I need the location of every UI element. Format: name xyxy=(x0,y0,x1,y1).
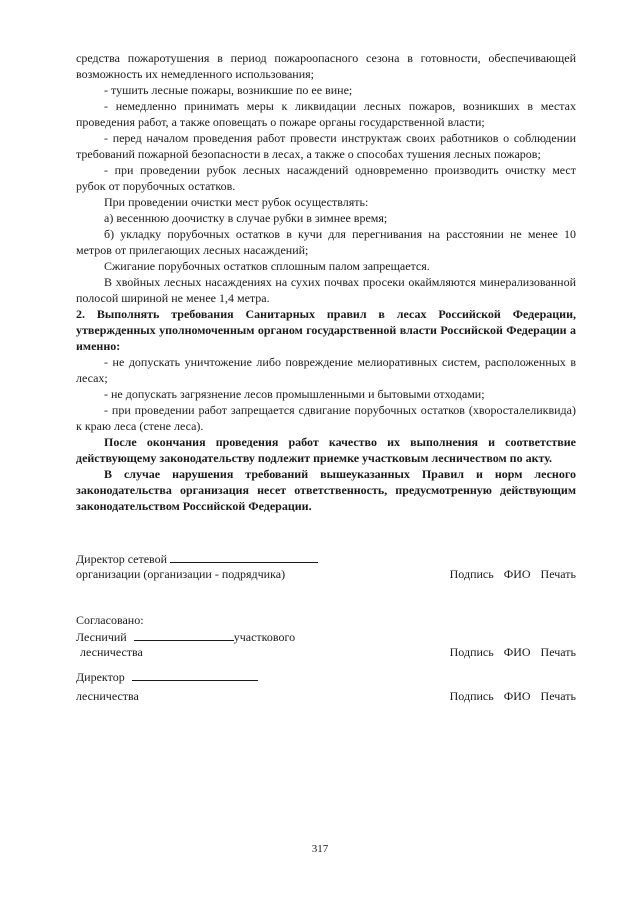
signature-row xyxy=(76,644,576,660)
forester-forestry-label: лесничества xyxy=(80,645,143,659)
signature-row xyxy=(76,612,576,628)
signature-row xyxy=(76,550,576,566)
paragraph-1: средства пожаротушения в период пожароопасного сезона в готовности, обеспечивающей возможность их немедленного использования; xyxy=(76,51,576,81)
name-field-label: ФИО xyxy=(503,567,531,581)
signature-fields xyxy=(440,644,576,660)
paragraph-11: 2. Выполнять требования Санитарных правил в лесах Российской Федерации, утвержденных уполномоченным органом государственной власти Российской Федерации а именно: xyxy=(76,307,576,353)
stamp-field-label: Печать xyxy=(540,645,576,659)
page-number: 317 xyxy=(311,843,329,855)
paragraph-3: - немедленно принимать меры к ликвидации лесных пожаров, возникших в местах проведения работ, а также оповещать о пожаре органы государственной власти; xyxy=(76,99,576,129)
signature-block-forestry-director xyxy=(76,668,576,704)
agreed-label: Согласовано: xyxy=(76,613,144,627)
paragraph-6: При проведении очистки мест рубок осуществлять: xyxy=(104,195,369,209)
paragraph-9: Сжигание порубочных остатков сплошным палом запрещается. xyxy=(104,259,430,273)
paragraph-12: - не допускать уничтожение либо повреждение мелиоративных систем, расположенных в лесах; xyxy=(76,355,576,385)
signature-field-label: Подпись xyxy=(449,645,494,659)
signature-field-label: Подпись xyxy=(449,689,494,703)
paragraph-7: а) весеннюю доочистку в случае рубки в зимнее время; xyxy=(104,211,388,225)
forester-label: Лесничий xyxy=(76,630,127,644)
director-forestry-org-label: лесничества xyxy=(76,689,139,703)
director-network-label: Директор сетевой xyxy=(76,552,168,566)
signature-row xyxy=(76,688,576,704)
signature-row xyxy=(76,628,576,644)
paragraph-15: После окончания проведения работ качество их выполнения и соответствие действующему законодательству подлежит приемке участковым лесничеством по акту. xyxy=(76,435,576,465)
stamp-field-label: Печать xyxy=(540,567,576,581)
paragraph-10: В хвойных лесных насаждениях на сухих почвах просеки окаймляются минерализованной полосой шириной не менее 1,4 метра. xyxy=(76,275,576,305)
name-field-label: ФИО xyxy=(503,645,531,659)
forester-suffix-label: участкового xyxy=(233,630,296,644)
signature-fields xyxy=(440,566,576,582)
director-network-org-label: организации (организации - подрядчика) xyxy=(76,567,286,581)
signature-blank-line xyxy=(132,668,258,681)
signature-row xyxy=(76,668,576,684)
signature-field-label: Подпись xyxy=(449,567,494,581)
signature-blank-line xyxy=(170,550,318,563)
name-field-label: ФИО xyxy=(503,689,531,703)
paragraph-14: - при проведении работ запрещается сдвигание порубочных остатков (хворосталеликвида) к краю леса (стене леса). xyxy=(76,403,576,433)
director-forestry-label: Директор xyxy=(76,670,125,684)
paragraph-16: В случае нарушения требований вышеуказанных Правил и норм лесного законодательства организация несет ответственность, предусмотренную действующим законодательством Российской Федерации. xyxy=(76,467,576,513)
signature-row xyxy=(76,566,576,582)
signature-block-forester xyxy=(76,612,576,660)
stamp-field-label: Печать xyxy=(540,689,576,703)
paragraph-8: б) укладку порубочных остатков в кучи для перегнивания на расстоянии не менее 10 метров от прилегающих лесных насаждений; xyxy=(76,227,576,257)
paragraph-2: - тушить лесные пожары, возникшие по ее вине; xyxy=(104,83,353,97)
paragraph-5: - при проведении рубок лесных насаждений одновременно производить очистку мест рубок от порубочных остатков. xyxy=(76,163,576,193)
paragraph-13: - не допускать загрязнение лесов промышленными и бытовыми отходами; xyxy=(104,387,485,401)
signature-fields xyxy=(440,688,576,704)
signature-blank-line xyxy=(134,628,234,641)
paragraph-4: - перед началом проведения работ провести инструктаж своих работников о соблюдении требований пожарной безопасности в лесах, а также о способах тушения лесных пожаров; xyxy=(76,131,576,161)
document-body xyxy=(76,50,576,514)
signature-block-network-director xyxy=(76,550,576,582)
